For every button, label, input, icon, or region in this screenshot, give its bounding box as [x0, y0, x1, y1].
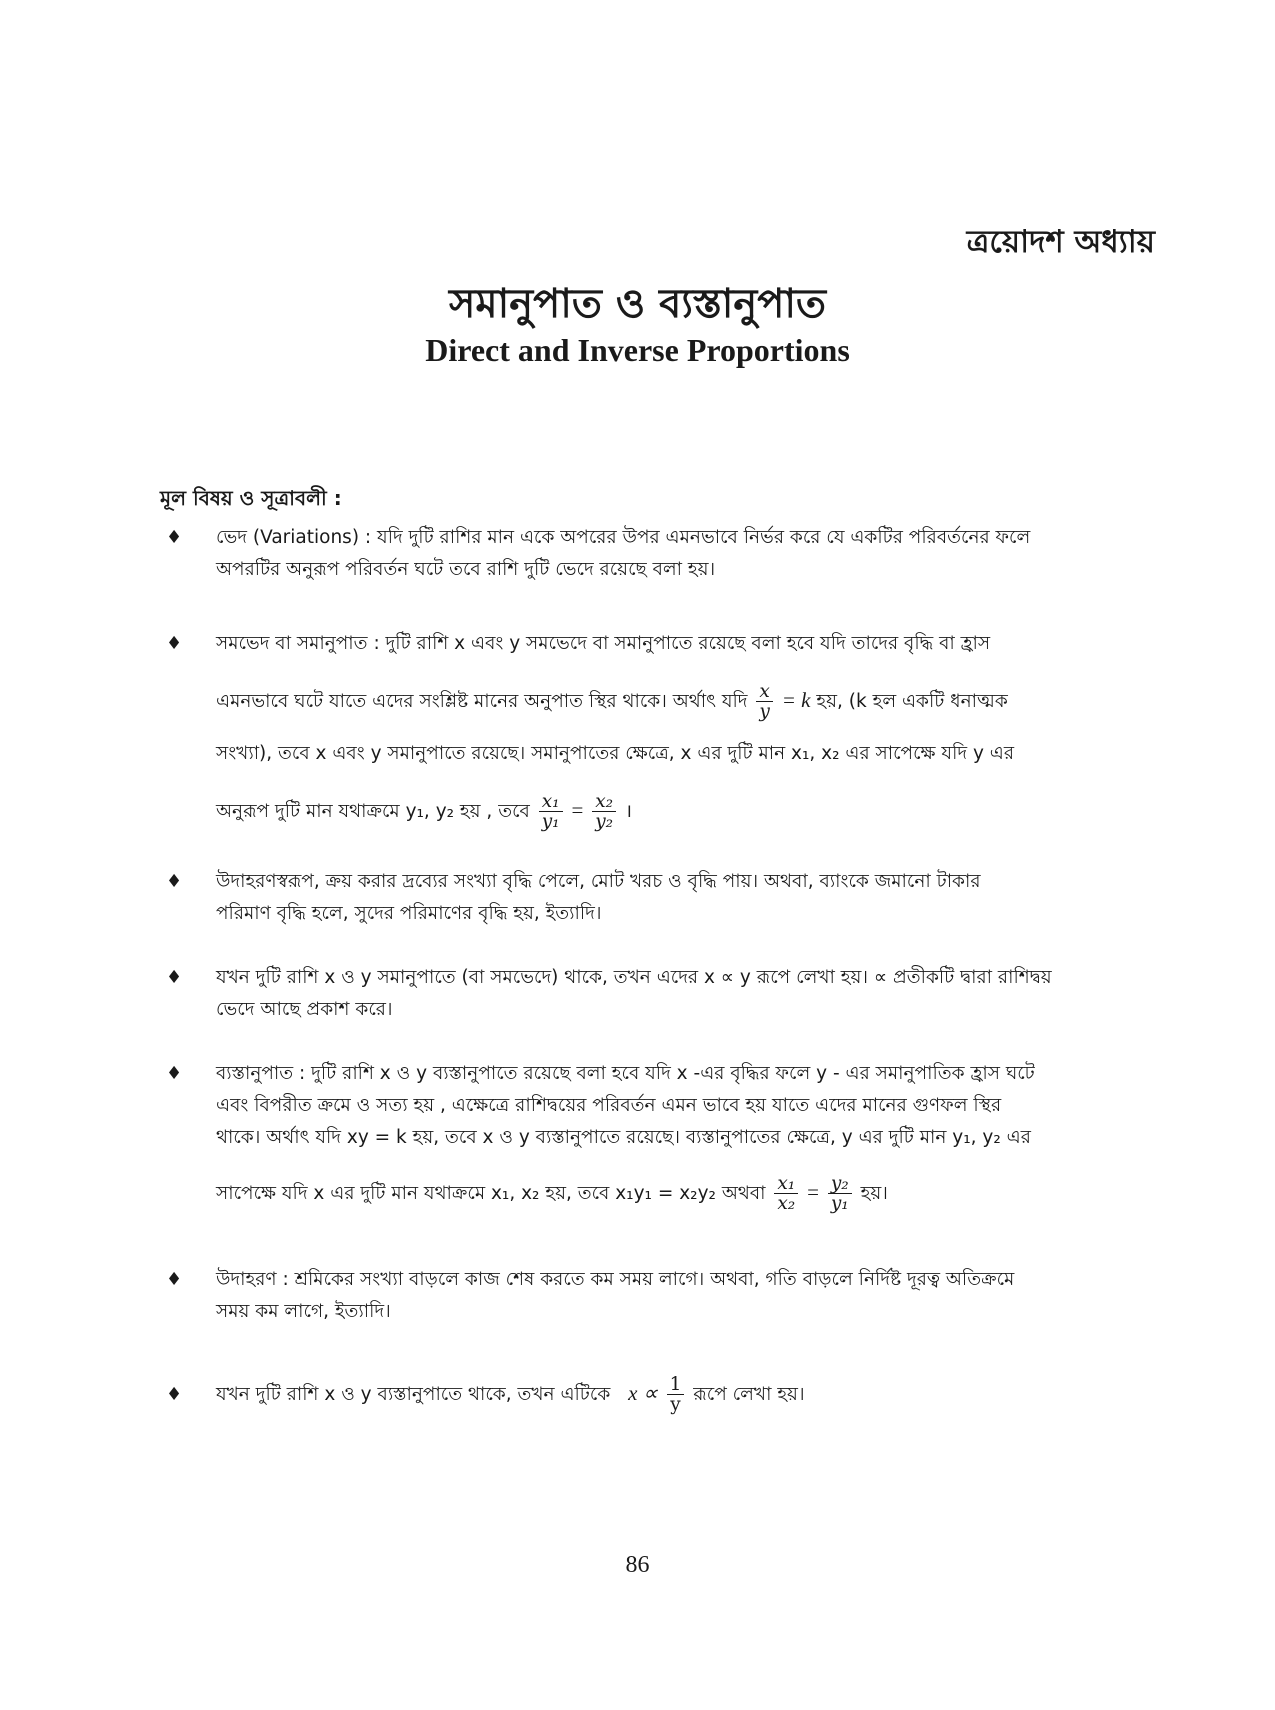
text-segment: সাপেক্ষে যদি x এর দুটি মান যথাক্রমে x₁, x₂ হয়, তবে x₁y₁ = x₂y₂ অথবা	[216, 1182, 766, 1204]
text-segment: হয়, (k হল একটি ধনাত্মক	[816, 690, 1008, 712]
text-segment: এমনভাবে ঘটে যাতে এদের সংশ্লিষ্ট মানের অনুপাত স্থির থাকে। অর্থাৎ যদি	[216, 690, 748, 712]
equals-sign: =	[571, 797, 584, 822]
page-number: 86	[625, 1552, 650, 1578]
bullet-text	[216, 1058, 1161, 1214]
text-segment: হয়।	[860, 1182, 888, 1204]
fraction-x1-over-y1	[539, 792, 563, 832]
bullet-mark: ♦	[166, 1384, 183, 1405]
fraction-denominator: y₁	[541, 811, 560, 833]
fraction-numerator: x₂	[592, 792, 616, 812]
text-line: পরিমাণ বৃদ্ধি হলে, সুদের পরিমাণের বৃদ্ধি হয়, ইত্যাদি।	[216, 903, 602, 924]
text-segment: রূপে লেখা হয়।	[693, 1383, 805, 1405]
bullet-mark: ♦	[166, 871, 183, 892]
text-line: যখন দুটি রাশি x ও y সমানুপাতে (বা সমভেদে) থাকে, তখন এদের x ∝ y রূপে লেখা হয়। ∝ প্রতীকটি দ্বারা রাশিদ্বয়	[216, 967, 1052, 988]
text-line: উদাহরণ : শ্রমিকের সংখ্যা বাড়লে কাজ শেষ করতে কম সময় লাগে। অথবা, গতি বাড়লে নির্দিষ্ট দূরত্ব অতিক্রমে	[216, 1269, 1015, 1290]
text-segment: অনুরূপ দুটি মান যথাক্রমে y₁, y₂ হয় , তবে	[216, 800, 530, 822]
bullet-mark: ♦	[166, 1063, 183, 1084]
chapter-label: ত্রয়োদশ অধ্যায়	[966, 224, 1155, 260]
fraction-x-over-y	[756, 682, 772, 722]
fraction-numerator: x₁	[774, 1174, 798, 1194]
text-line: এবং বিপরীত ক্রমে ও সত্য হয় , এক্ষেত্রে রাশিদ্বয়ের পরিবর্তন এমন ভাবে হয় যাতে এদের মানের গুণফল স্থির	[216, 1095, 1002, 1116]
fraction-denominator: y₁	[830, 1193, 849, 1215]
bullet-text	[216, 522, 1161, 586]
text-line	[216, 682, 1161, 722]
bullet-mark: ♦	[166, 633, 183, 654]
fraction-numerator: 1	[667, 1375, 685, 1395]
text-segment: ।	[624, 800, 632, 822]
text-line: থাকে। অর্থাৎ যদি xy = k হয়, তবে x ও y ব্যস্তানুপাতে রয়েছে। ব্যস্তানুপাতের ক্ষেত্রে, y এর দুটি মান y₁, y₂ এর	[216, 1127, 1031, 1148]
fraction-numerator: x	[756, 682, 772, 702]
fraction-denominator: y	[759, 701, 770, 723]
equation-equals-k: = k	[781, 687, 811, 712]
bullet-text	[216, 1264, 1161, 1328]
text-line: উদাহরণস্বরূপ, ক্রয় করার দ্রব্যের সংখ্যা বৃদ্ধি পেলে, মোট খরচ ও বৃদ্ধি পায়। অথবা, ব্যাংকে জমানো টাকার	[216, 871, 981, 892]
page-title-english: Direct and Inverse Proportions	[425, 332, 850, 368]
fraction-x2-over-y2	[592, 792, 616, 832]
fraction-one-over-y	[667, 1375, 685, 1415]
fraction-x1-over-x2	[774, 1174, 798, 1214]
text-segment: যখন দুটি রাশি x ও y ব্যস্তানুপাতে থাকে, তখন এটিকে	[216, 1383, 611, 1405]
equals-sign: =	[807, 1179, 819, 1204]
text-line: ব্যস্তানুপাত : দুটি রাশি x ও y ব্যস্তানুপাতে রয়েছে বলা হবে যদি x -এর বৃদ্ধির ফলে y - এর সমানুপাতিক হ্রাস ঘটে	[216, 1063, 1035, 1084]
section-heading: মূল বিষয় ও সূত্রাবলী :	[160, 486, 342, 510]
text-line: সংখ্যা), তবে x এবং y সমানুপাতে রয়েছে। সমানুপাতের ক্ষেত্রে, x এর দুটি মান x₁, x₂ এর সাপেক্ষে যদি y এর	[216, 742, 1015, 764]
fraction-numerator: x₁	[539, 792, 563, 812]
bullet-text	[216, 1375, 1161, 1415]
bullet-mark: ♦	[166, 967, 183, 988]
text-line: ভেদে আছে প্রকাশ করে।	[216, 999, 393, 1020]
text-line: অপরটির অনুরূপ পরিবর্তন ঘটে তবে রাশি দুটি ভেদে রয়েছে বলা হয়।	[216, 559, 716, 580]
fraction-y2-over-y1	[828, 1174, 852, 1214]
proportional-expression: x ∝	[628, 1380, 658, 1405]
fraction-denominator: x₂	[777, 1193, 796, 1215]
text-line: সময় কম লাগে, ইত্যাদি।	[216, 1301, 391, 1322]
page-title-bengali: সমানুপাত ও ব্যস্তানুপাত	[448, 281, 827, 327]
fraction-numerator: y₂	[828, 1174, 852, 1194]
text-line	[216, 1375, 1161, 1415]
bullet-text	[216, 866, 1161, 930]
bullet-mark: ♦	[166, 527, 183, 548]
fraction-denominator: y	[670, 1394, 681, 1416]
fraction-denominator: y₂	[595, 811, 614, 833]
bullet-mark: ♦	[166, 1269, 183, 1290]
text-line: সমভেদ বা সমানুপাত : দুটি রাশি x এবং y সমভেদে বা সমানুপাতে রয়েছে বলা হবে যদি তাদের বৃদ্ধি বা হ্রাস	[216, 633, 991, 654]
text-line	[216, 792, 1161, 832]
bullet-text	[216, 628, 1161, 832]
text-line: ভেদ (Variations) : যদি দুটি রাশির মান একে অপরের উপর এমনভাবে নির্ভর করে যে একটির পরিবর্তনের ফলে	[216, 527, 1031, 548]
text-line	[216, 1174, 1161, 1214]
bullet-text	[216, 962, 1161, 1026]
